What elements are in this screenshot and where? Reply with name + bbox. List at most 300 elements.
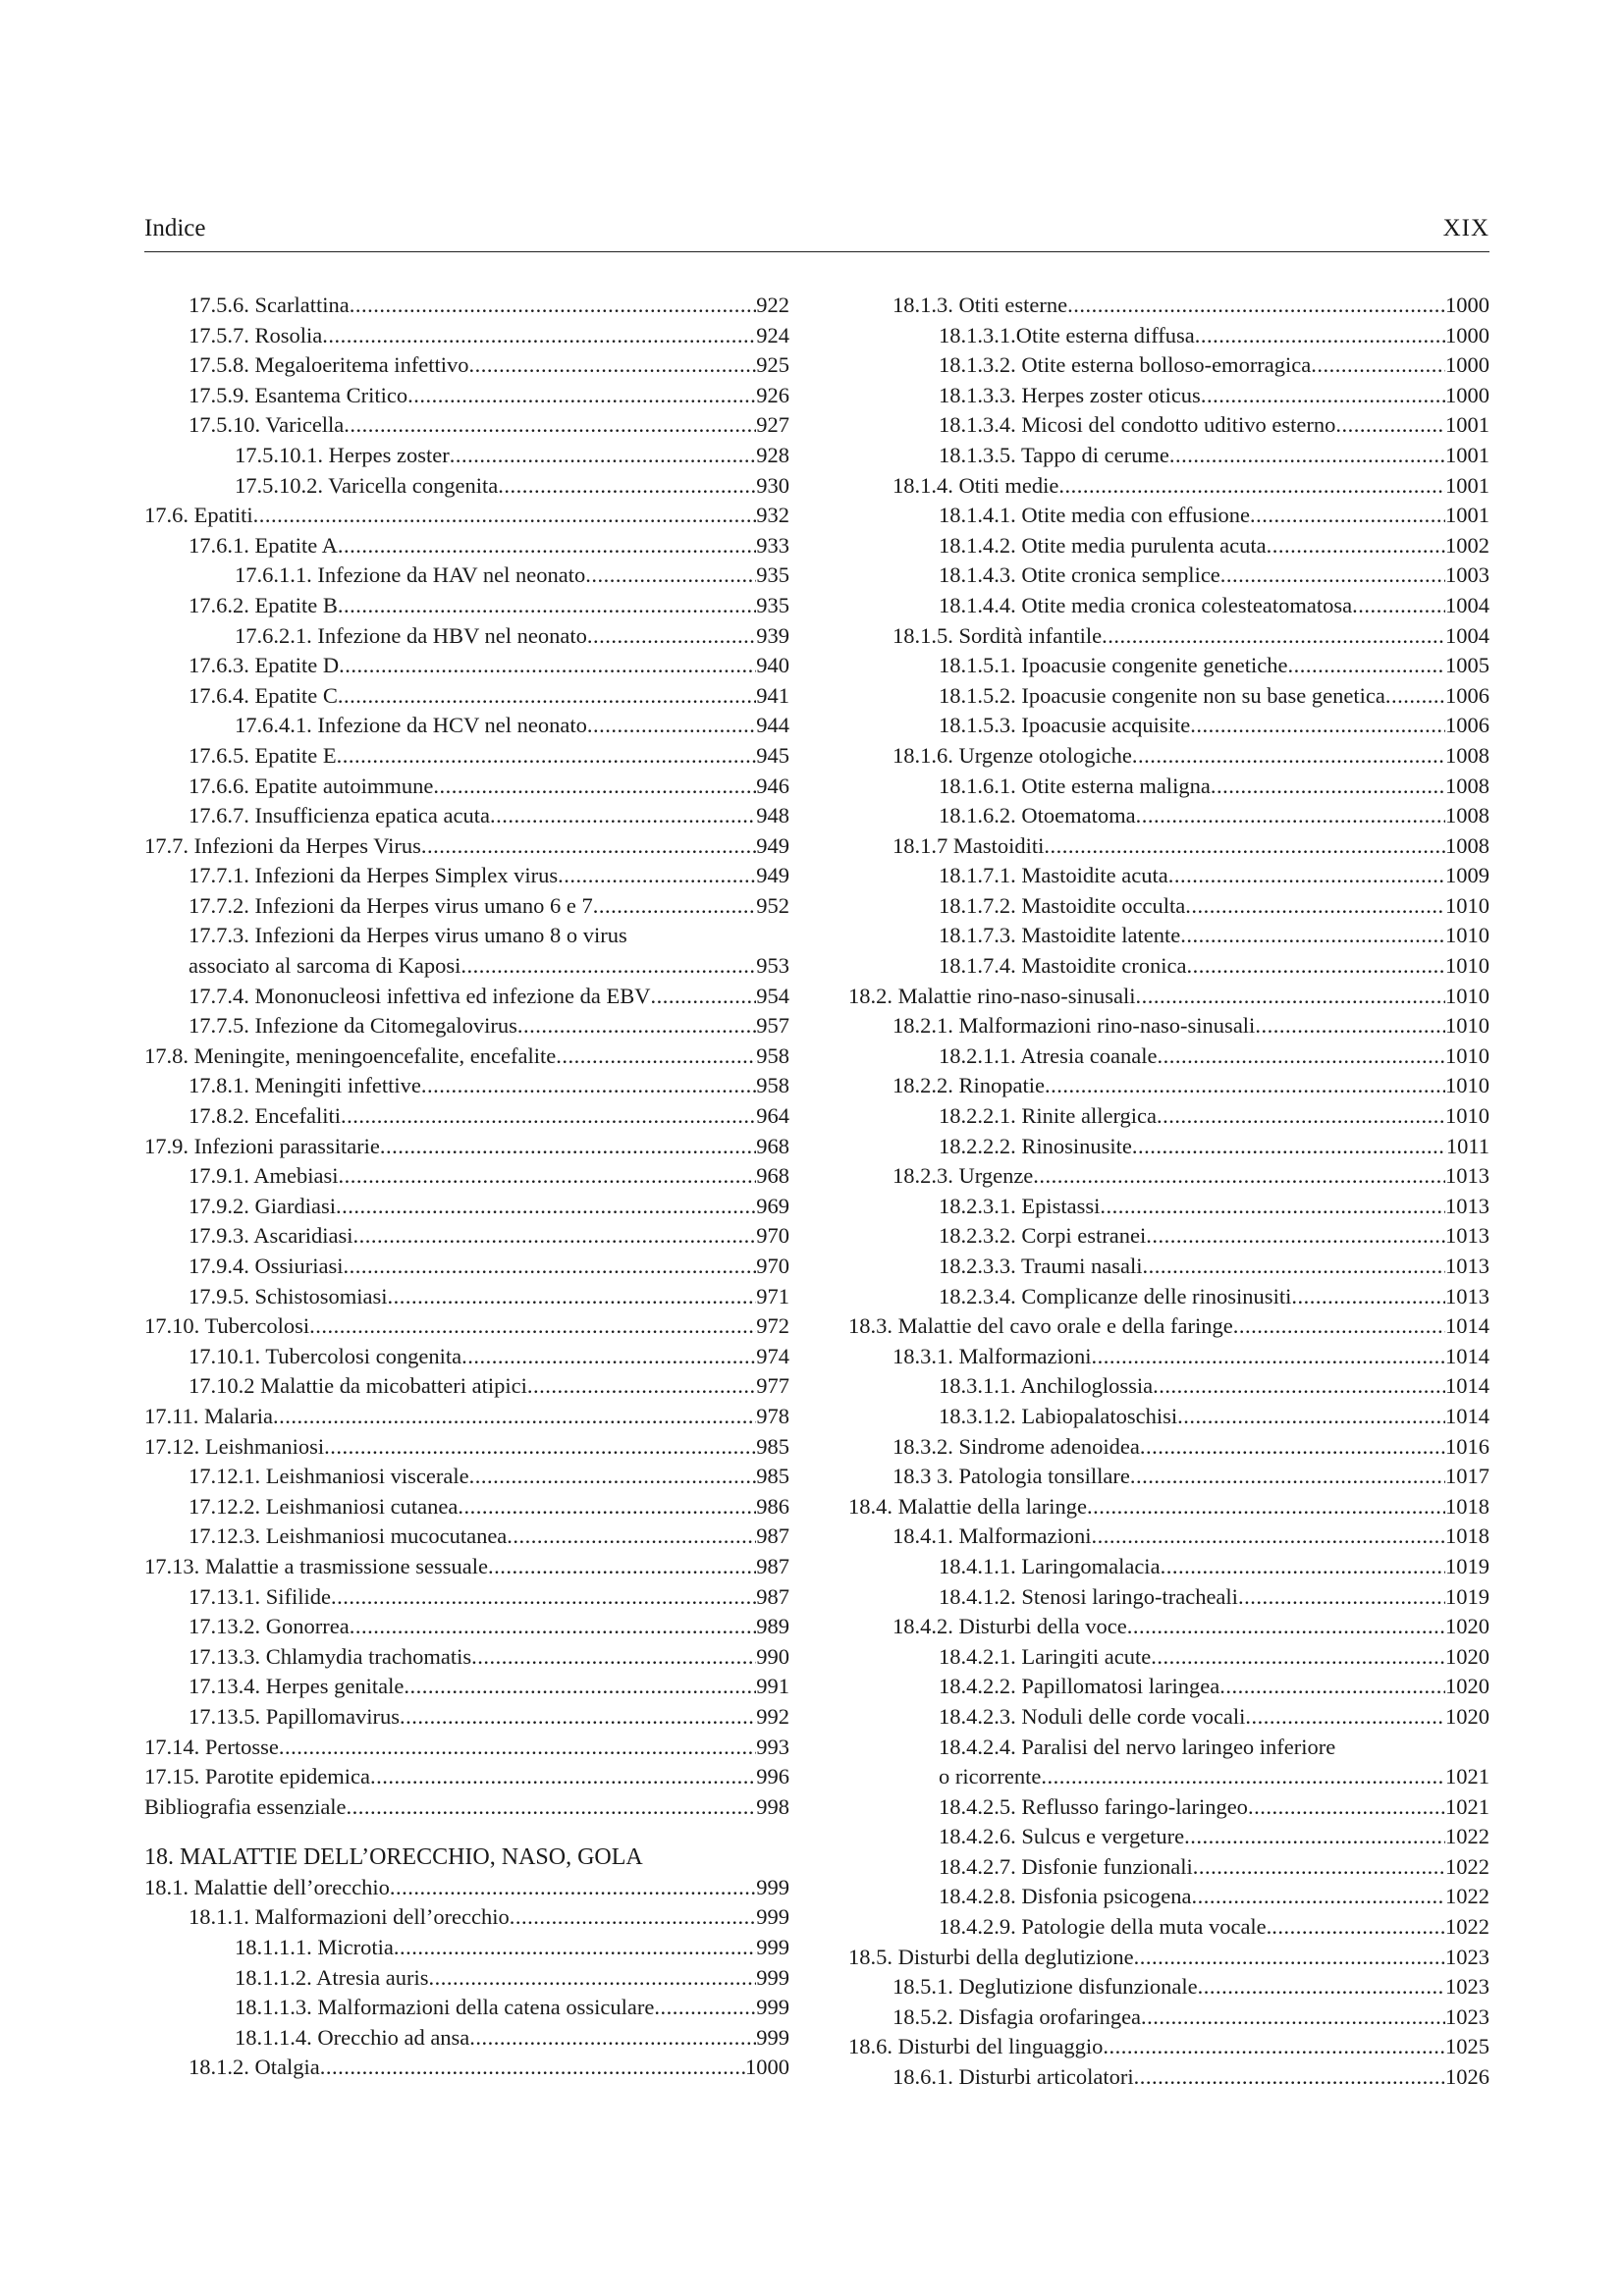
toc-entry	[848, 441, 1489, 471]
dot-leader	[510, 1902, 756, 1933]
toc-entry-title: 17.6.4. Epatite C	[189, 682, 338, 708]
toc-page-number: 970	[756, 1223, 789, 1249]
toc-page-number: 1014	[1445, 1313, 1489, 1339]
toc-entry	[848, 1101, 1489, 1132]
toc-entry	[144, 1792, 789, 1823]
dot-leader	[558, 861, 756, 891]
toc-entry-title: 17.7. Infezioni da Herpes Virus	[144, 832, 421, 858]
toc-page-number: 1013	[1445, 1254, 1489, 1278]
toc-entry-title: 18.4.2.7. Disfonie funzionali	[939, 1853, 1193, 1879]
toc-entry-title: 18.3.1. Malformazioni	[893, 1343, 1092, 1368]
dot-leader	[1157, 1041, 1445, 1072]
toc-entry-title: 18.1.6.2. Otoematoma	[939, 803, 1136, 828]
toc-page-number: 1016	[1445, 1433, 1489, 1459]
dot-leader	[651, 982, 757, 1012]
dot-leader	[1130, 1462, 1445, 1492]
dot-leader	[394, 1933, 756, 1963]
page-header	[144, 214, 1489, 252]
dot-leader	[1248, 1792, 1445, 1823]
toc-entry	[848, 1792, 1489, 1823]
toc-entry-title: 18.1.2. Otalgia	[189, 2055, 320, 2080]
toc-entry	[144, 651, 789, 681]
toc-page-number: 968	[756, 1133, 789, 1158]
toc-entry-title: 17.10.2 Malattie da micobatteri atipici	[189, 1373, 527, 1399]
toc-page-number: 1020	[1445, 1703, 1489, 1729]
toc-entry	[848, 1041, 1489, 1072]
toc-page-number: 954	[756, 983, 789, 1008]
dot-leader	[344, 1252, 757, 1282]
toc-entry	[848, 410, 1489, 441]
toc-entry-title: 17.13.1. Sifilide	[189, 1583, 331, 1609]
toc-entry-title: 18.2.2. Rinopatie	[893, 1073, 1045, 1098]
toc-entry	[848, 801, 1489, 831]
dot-leader	[339, 651, 756, 681]
dot-leader	[338, 531, 756, 561]
dot-leader	[338, 681, 756, 712]
dot-leader	[390, 1873, 756, 1903]
toc-entry	[144, 561, 789, 591]
toc-entry-title: 18.4.2.2. Papillomatosi laringea	[939, 1674, 1220, 1699]
toc-entry-title: 18.4. Malattie della laringe	[848, 1493, 1088, 1519]
dot-leader	[350, 1612, 757, 1642]
dot-leader	[1136, 801, 1445, 831]
toc-entry-title: 18.1. Malattie dell’orecchio	[144, 1874, 390, 1899]
toc-entry-title: 18.4.1.1. Laringomalacia	[939, 1553, 1161, 1578]
toc-entry-title: 18.1.7 Mastoiditi	[893, 832, 1045, 858]
toc-entry	[144, 1132, 789, 1162]
toc-entry-title: 18.3 3. Patologia tonsillare	[893, 1464, 1130, 1489]
toc-entry-title: 17.5.9. Esantema Critico	[189, 382, 408, 407]
toc-entry-title: 18.2.3.4. Complicanze delle rinosinusiti	[939, 1283, 1292, 1308]
toc-page-number: 924	[756, 322, 789, 347]
dot-leader	[1177, 1402, 1445, 1432]
dot-leader	[507, 1522, 756, 1552]
dot-leader	[1168, 861, 1445, 891]
toc-entry-title: 17.12.2. Leishmaniosi cutanea	[189, 1493, 459, 1519]
toc-page-number: 1013	[1445, 1193, 1489, 1218]
dot-leader	[1271, 1912, 1445, 1943]
toc-entry-title: 17.7.2. Infezioni da Herpes virus umano 6 e 7	[189, 892, 593, 918]
toc-entry	[144, 1192, 789, 1222]
dot-leader	[404, 1672, 756, 1702]
dot-leader	[273, 1402, 756, 1432]
dot-leader	[1153, 1371, 1445, 1402]
toc-page-number: 987	[756, 1583, 789, 1609]
toc-entry-title: 17.12. Leishmaniosi	[144, 1433, 325, 1459]
dot-leader	[1267, 531, 1445, 561]
toc-page-number: 985	[756, 1464, 789, 1489]
toc-entry	[848, 1582, 1489, 1613]
toc-entry-title: Bibliografia essenziale	[144, 1793, 347, 1819]
dot-leader	[1238, 1582, 1445, 1613]
toc-entry-title: 17.6.5. Epatite E	[189, 742, 337, 768]
dot-leader	[1186, 951, 1445, 982]
toc-entry	[144, 1642, 789, 1673]
toc-entry-title: 18.1.3. Otiti esterne	[893, 293, 1068, 317]
toc-entry	[144, 291, 789, 321]
toc-entry	[848, 1912, 1489, 1943]
dot-leader	[1041, 1762, 1445, 1792]
toc-page-number: 985	[756, 1433, 789, 1459]
toc-entry-title: 18.4.2.8. Disfonia psicogena	[939, 1884, 1192, 1909]
dot-leader	[1211, 772, 1445, 802]
dot-leader	[1291, 1282, 1445, 1312]
toc-page-number: 1023	[1445, 2003, 1489, 2029]
dot-leader	[587, 711, 756, 741]
toc-entry	[144, 711, 789, 741]
dot-leader	[1132, 1132, 1446, 1162]
toc-entry	[848, 350, 1489, 381]
toc-page-number: 1001	[1445, 442, 1489, 467]
toc-page-number: 990	[756, 1643, 789, 1669]
dot-leader	[587, 621, 756, 652]
dot-leader	[1146, 1221, 1445, 1252]
toc-entry	[144, 1582, 789, 1613]
toc-entry-title: 18.1.5. Sordità infantile	[893, 622, 1103, 648]
toc-entry	[144, 1762, 789, 1792]
toc-page-number: 999	[756, 2024, 789, 2050]
toc-entry-title: 18.5. Disturbi della deglutizione	[848, 1944, 1134, 1969]
toc-entry-title: 17.14. Pertosse	[144, 1734, 279, 1759]
dot-leader	[527, 1371, 756, 1402]
toc-entry	[144, 1101, 789, 1132]
page-number: XIX	[1442, 215, 1489, 241]
toc-entry-title: 17.6.3. Epatite D	[189, 653, 340, 678]
toc-page-number: 927	[756, 412, 789, 438]
dot-leader	[1100, 1192, 1445, 1222]
toc-entry	[144, 891, 789, 922]
toc-entry-title: o ricorrente	[939, 1764, 1042, 1789]
toc-entry-title: 18.1.4.3. Otite cronica semplice	[939, 562, 1220, 588]
dot-leader	[1033, 1161, 1445, 1192]
dot-leader	[1087, 1492, 1445, 1522]
toc-entry-title: 17.8.2. Encefaliti	[189, 1103, 341, 1129]
toc-entry	[848, 561, 1489, 591]
dot-leader	[1157, 1101, 1445, 1132]
toc-entry-title: 18.1.4.1. Otite media con effusione	[939, 503, 1251, 528]
toc-entry	[144, 350, 789, 381]
toc-entry-title: 17.9.3. Ascaridiasi	[189, 1223, 353, 1249]
toc-entry	[848, 982, 1489, 1012]
toc-page-number: 958	[756, 1042, 789, 1068]
toc-entry	[144, 1371, 789, 1402]
toc-page-number: 941	[756, 682, 789, 708]
toc-entry	[848, 1882, 1489, 1912]
toc-entry	[144, 1522, 789, 1552]
toc-page-number: 1017	[1445, 1464, 1489, 1489]
dot-leader	[498, 471, 756, 502]
toc-entry	[848, 1252, 1489, 1282]
dot-leader	[1184, 1822, 1445, 1852]
dot-leader	[1132, 741, 1445, 772]
toc-page-number: 1008	[1445, 773, 1489, 798]
dot-leader	[370, 1762, 756, 1792]
toc-entry	[848, 1432, 1489, 1463]
toc-entry-title: 18.1.7.2. Mastoidite occulta	[939, 892, 1186, 918]
toc-entry-title: 18.1.7.1. Mastoidite acuta	[939, 863, 1168, 888]
toc-entry	[848, 951, 1489, 982]
toc-section-heading	[144, 1842, 789, 1873]
dot-leader	[309, 1311, 756, 1342]
toc-page-number: 1014	[1445, 1403, 1489, 1428]
toc-entry-title: 18.4.2.5. Reflusso faringo-laringeo	[939, 1793, 1248, 1819]
dot-leader	[1185, 891, 1445, 922]
toc-entry-title: 17.10.1. Tubercolosi congenita	[189, 1343, 462, 1368]
toc-entry-title: 17.6.1. Epatite A	[189, 532, 338, 558]
toc-entry-title: 18.2.1. Malformazioni rino-naso-sinusali	[893, 1013, 1256, 1039]
dot-leader	[253, 501, 757, 531]
toc-entry-title: 17.5.6. Scarlattina	[189, 293, 350, 317]
dot-leader	[1180, 921, 1445, 951]
toc-page-number: 1026	[1445, 2064, 1489, 2090]
dot-leader	[1352, 591, 1445, 621]
toc-page-number: 1019	[1445, 1553, 1489, 1578]
dot-leader	[1255, 1011, 1445, 1041]
toc-page-number: 971	[756, 1283, 789, 1308]
toc-entry	[848, 1462, 1489, 1492]
toc-entry-title: 18.2.3.3. Traumi nasali	[939, 1254, 1143, 1278]
dot-leader	[556, 1041, 756, 1072]
toc-entry-title: 17.13.3. Chlamydia trachomatis	[189, 1643, 472, 1669]
toc-entry	[848, 1822, 1489, 1852]
toc-entry-title: 18.1.1.3. Malformazioni della catena ossiculare	[235, 1995, 655, 2020]
dot-leader	[1135, 982, 1445, 1012]
toc-page-number: 999	[756, 1935, 789, 1960]
toc-entry-title: 17.13.5. Papillomavirus	[189, 1703, 400, 1729]
toc-page-number: 1008	[1445, 832, 1489, 858]
dot-leader	[450, 441, 757, 471]
toc-entry	[144, 921, 789, 951]
toc-entry-title: 18.4.2.6. Sulcus e vergeture	[939, 1824, 1185, 1849]
toc-entry	[144, 1902, 789, 1933]
dot-leader	[1127, 1612, 1445, 1642]
toc-entry	[144, 831, 789, 862]
toc-entry	[144, 1252, 789, 1282]
dot-leader	[469, 1462, 757, 1492]
toc-entry	[144, 2023, 789, 2054]
toc-entry	[144, 410, 789, 441]
toc-entry-title: 17.5.7. Rosolia	[189, 322, 323, 347]
toc-entry	[144, 741, 789, 772]
toc-page-number: 926	[756, 382, 789, 407]
dot-leader	[1067, 291, 1445, 321]
toc-page-number: 987	[756, 1553, 789, 1578]
toc-entry	[848, 772, 1489, 802]
dot-leader	[1103, 2032, 1445, 2062]
dot-leader	[488, 1552, 756, 1582]
toc-page-number: 972	[756, 1313, 789, 1339]
toc-entry-title: 18.1.3.1.Otite esterna diffusa	[939, 322, 1195, 347]
toc-page-number: 1010	[1445, 1103, 1489, 1129]
toc-entry	[144, 951, 789, 982]
dot-leader	[1288, 651, 1446, 681]
dot-leader	[1045, 1071, 1445, 1101]
toc-entry	[848, 2062, 1489, 2093]
toc-page-number: 993	[756, 1734, 789, 1759]
toc-page-number: 1010	[1445, 1073, 1489, 1098]
dot-leader	[517, 1011, 756, 1041]
toc-entry	[848, 291, 1489, 321]
toc-entry	[848, 1972, 1489, 2002]
toc-entry-title: 17.8.1. Meningiti infettive	[189, 1073, 421, 1098]
toc-entry	[144, 531, 789, 561]
toc-page-number: 1000	[1445, 352, 1489, 378]
toc-entry-title: 18.4.2.9. Patologie della muta vocale.	[939, 1914, 1272, 1940]
toc-entry	[848, 1311, 1489, 1342]
toc-entry	[848, 381, 1489, 411]
dot-leader	[322, 321, 756, 351]
toc-entry	[848, 891, 1489, 922]
dot-leader	[1091, 1342, 1445, 1372]
toc-page-number: 928	[756, 442, 789, 467]
toc-entry	[144, 1552, 789, 1582]
dot-leader	[347, 1792, 757, 1823]
toc-page-number: 1004	[1445, 622, 1489, 648]
toc-page-number: 1014	[1445, 1373, 1489, 1399]
toc-entry	[144, 1993, 789, 2023]
dot-leader	[1143, 1252, 1445, 1282]
toc-entry	[848, 651, 1489, 681]
toc-page-number: 958	[756, 1073, 789, 1098]
dot-leader	[344, 410, 756, 441]
toc-page-number: 986	[756, 1493, 789, 1519]
toc-entry	[848, 1011, 1489, 1041]
toc-entry	[848, 2002, 1489, 2033]
dot-leader	[460, 951, 756, 982]
toc-entry	[848, 1612, 1489, 1642]
toc-entry	[848, 921, 1489, 951]
toc-page-number: 944	[756, 713, 789, 738]
toc-entry-title: 18.1.1.1. Microtia	[235, 1935, 394, 1960]
toc-page-number: 1019	[1445, 1583, 1489, 1609]
toc-page-number: 989	[756, 1614, 789, 1639]
toc-entry-title: 18.3. Malattie del cavo orale e della faringe	[848, 1313, 1233, 1339]
dot-leader	[407, 381, 756, 411]
dot-leader	[593, 891, 756, 922]
toc-page-number: 1000	[1445, 322, 1489, 347]
toc-entry	[144, 1702, 789, 1733]
toc-page-number: 978	[756, 1403, 789, 1428]
toc-entry-title: 18.1.3.2. Otite esterna bolloso-emorragica	[939, 352, 1312, 378]
toc-entry-title: 18.1.1. Malformazioni dell’orecchio	[189, 1904, 510, 1930]
toc-entry	[144, 591, 789, 621]
toc-page-number: 932	[756, 503, 789, 528]
toc-page-number: 1020	[1445, 1614, 1489, 1639]
dot-leader	[1195, 321, 1445, 351]
dot-leader	[400, 1702, 756, 1733]
toc-page-number: 1013	[1445, 1223, 1489, 1249]
toc-entry	[848, 1552, 1489, 1582]
dot-leader	[352, 1221, 756, 1252]
dot-leader	[469, 2023, 756, 2054]
toc-entry	[848, 621, 1489, 652]
toc-page-number: 922	[756, 293, 789, 317]
toc-entry-title: 17.11. Malaria	[144, 1403, 274, 1428]
toc-entry	[848, 1402, 1489, 1432]
toc-page-number: 1022	[1445, 1914, 1489, 1940]
dot-leader	[585, 561, 756, 591]
toc-entry-title: 18.2. Malattie rino-naso-sinusali	[848, 983, 1136, 1008]
toc-entry	[848, 741, 1489, 772]
toc-page-number: 1011	[1445, 1133, 1489, 1158]
toc-page-number: 925	[756, 352, 789, 378]
toc-entry-title: 18.4.2. Disturbi della voce	[893, 1614, 1127, 1639]
toc-page-number: 953	[756, 953, 789, 979]
toc-entry-title: 18.1.5.3. Ipoacusie acquisite	[939, 713, 1191, 738]
dot-leader	[324, 1432, 756, 1463]
toc-entry	[848, 1733, 1489, 1763]
toc-entry-title: 17.12.3. Leishmaniosi mucocutanea	[189, 1523, 508, 1549]
toc-page-number: 939	[756, 622, 789, 648]
toc-entry	[144, 1282, 789, 1312]
toc-page-number: 952	[756, 892, 789, 918]
toc-entry-title: 18.3.1.2. Labiopalatoschisi	[939, 1403, 1178, 1428]
toc-entry-title: 18.1.5.1. Ipoacusie congenite genetiche	[939, 653, 1288, 678]
toc-entry	[144, 861, 789, 891]
dot-leader	[1250, 501, 1445, 531]
toc-page-number: 957	[756, 1013, 789, 1039]
toc-entry	[848, 1132, 1489, 1162]
toc-entry	[848, 1221, 1489, 1252]
toc-entry-title: 18.4.2.1. Laringiti acute	[939, 1643, 1152, 1669]
toc-entry-title: 17.6.4.1. Infezione da HCV nel neonato	[235, 713, 587, 738]
toc-page-number: 1021	[1445, 1764, 1489, 1789]
toc-page-number: 930	[756, 472, 789, 498]
toc-entry	[848, 1852, 1489, 1883]
toc-entry	[144, 1041, 789, 1072]
toc-page-number: 1010	[1445, 1013, 1489, 1039]
toc-page-number: 1004	[1445, 592, 1489, 617]
toc-page-number: 999	[756, 1874, 789, 1899]
toc-page-number: 1022	[1445, 1853, 1489, 1879]
toc-entry	[848, 1371, 1489, 1402]
dot-leader	[1190, 711, 1445, 741]
toc-entry	[144, 1933, 789, 1963]
dot-leader	[1134, 1943, 1445, 1973]
toc-page-number: 1020	[1445, 1643, 1489, 1669]
toc-entry-title: 18.1.7.3. Mastoidite latente	[939, 923, 1181, 948]
toc-page-number: 1006	[1445, 682, 1489, 708]
toc-entry-title: 18.1.3.5. Tappo di cerume	[939, 442, 1169, 467]
toc-entry-title: 18.5.1. Deglutizione disfunzionale	[893, 1974, 1198, 2000]
toc-page-number: 1003	[1445, 562, 1489, 588]
toc-entry-title: 18.4.2.3. Noduli delle corde vocali	[939, 1703, 1246, 1729]
toc-entry	[848, 1342, 1489, 1372]
dot-leader	[428, 1963, 756, 1994]
toc-entry-title: 17.6.6. Epatite autoimmune	[189, 773, 434, 798]
toc-entry	[848, 831, 1489, 862]
toc-entry-title: 18.4.2.4. Paralisi del nervo laringeo inferiore	[939, 1734, 1336, 1759]
toc-entry-title: 18.1.3.3. Herpes zoster oticus	[939, 382, 1201, 407]
toc-entry	[848, 531, 1489, 561]
page-title: Indice	[144, 215, 206, 241]
toc-entry-title: 17.6.2.1. Infezione da HBV nel neonato	[235, 622, 587, 648]
toc-entry-title: 18.4.1.2. Stenosi laringo-tracheali	[939, 1583, 1238, 1609]
dot-leader	[1219, 1672, 1445, 1702]
toc-entry-title: 18.2.2.1. Rinite allergica	[939, 1103, 1158, 1129]
toc-page-number: 1023	[1445, 1974, 1489, 2000]
toc-entry	[144, 1011, 789, 1041]
toc-entry-title: 17.6. Epatiti	[144, 503, 253, 528]
toc-entry-title: 18.2.1.1. Atresia coanale	[939, 1042, 1158, 1068]
toc-page-number: 948	[756, 803, 789, 828]
toc-page-number: 1021	[1445, 1793, 1489, 1819]
toc-entry	[144, 1221, 789, 1252]
toc-page-number: 945	[756, 742, 789, 768]
toc-entry-title: 18.3.1.1. Anchiloglossia	[939, 1373, 1154, 1399]
toc-entry	[144, 1462, 789, 1492]
toc-entry	[144, 1492, 789, 1522]
